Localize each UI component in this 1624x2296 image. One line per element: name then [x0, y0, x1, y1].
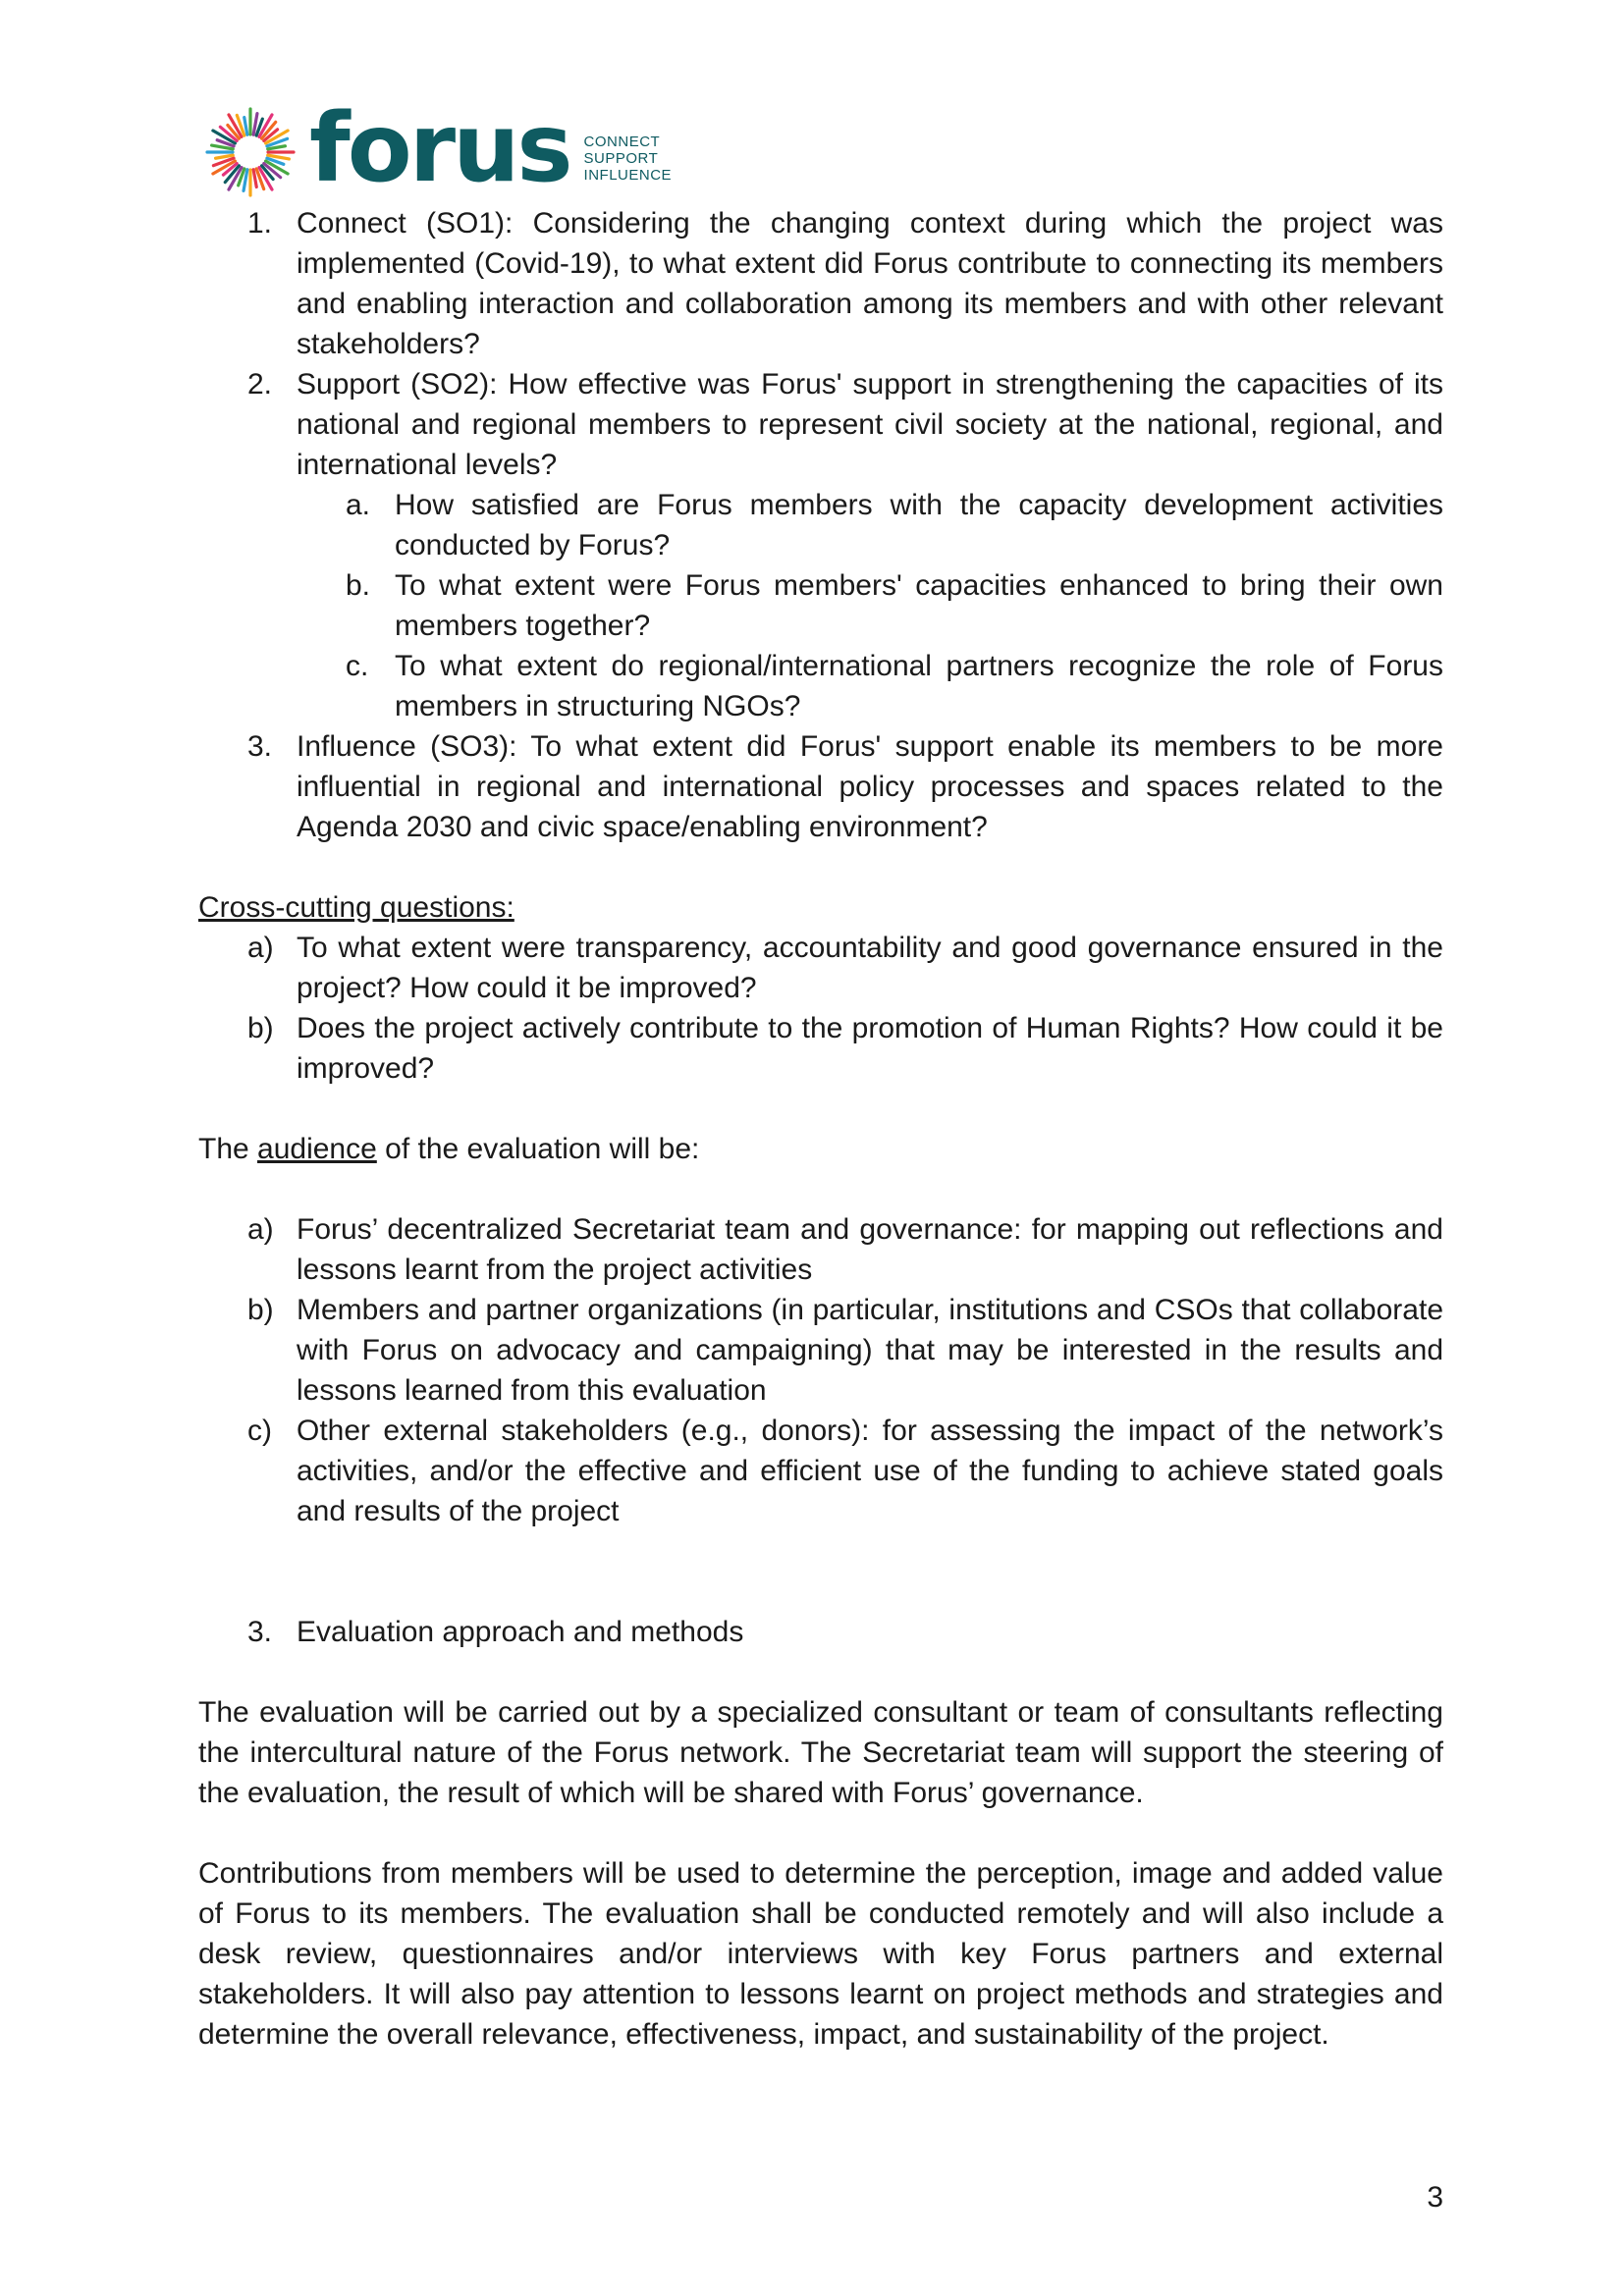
audience-text: Other external stakeholders (e.g., donors): for assessing the impact of the network’s activities, and/or the effective and efficient use of the funding to achieve stated goals and results of the project: [297, 1415, 1443, 1527]
list-letter: a): [247, 1213, 274, 1246]
question-item: [198, 726, 1443, 847]
sub-question-item: [198, 565, 1443, 646]
logo-tagline-support: SUPPORT: [583, 149, 659, 167]
cross-cutting-text: Does the project actively contribute to the promotion of Human Rights? How could it be improved?: [297, 1012, 1443, 1085]
section-number: 3.: [247, 1616, 273, 1648]
audience-item: [198, 1411, 1443, 1531]
cross-cutting-text: To what extent were transparency, accountability and good governance ensured in the project? How could it be improved?: [297, 932, 1443, 1004]
list-letter: a.: [346, 489, 371, 521]
list-letter: b): [247, 1294, 274, 1326]
section-title: Evaluation approach and methods: [297, 1616, 744, 1648]
section-paragraph: Contributions from members will be used to determine the perception, image and added value of Forus to its members. The evaluation shall be conducted remotely and will also include a desk review, questionnaires and/or interviews with key Forus partners and external stakeholders. It will also pay attention to lessons learnt on project methods and strategies and determine the overall relevance, effectiveness, impact, and sustainability of the project.: [198, 1857, 1443, 2051]
forus-logo: [201, 93, 673, 206]
list-number: 1.: [247, 207, 273, 240]
cross-cutting-heading: Cross-cutting questions:: [198, 891, 514, 924]
logo-tagline: [584, 133, 673, 184]
sub-question-item: [198, 646, 1443, 726]
audience-intro: [198, 1129, 1443, 1169]
audience-text: Forus’ decentralized Secretariat team and governance: for mapping out reflections and lessons learnt from the project activities: [297, 1213, 1443, 1286]
list-letter: b): [247, 1012, 274, 1044]
question-text: Support (SO2): How effective was Forus' support in strengthening the capacities of its national and regional members to represent civil society at the national, regional, and international levels?: [297, 368, 1443, 481]
section-heading: [198, 1612, 1443, 1652]
cross-cutting-item: [198, 928, 1443, 1008]
list-letter: c): [247, 1415, 272, 1447]
list-letter: a): [247, 932, 274, 964]
page-number: 3: [1427, 2181, 1443, 2214]
question-text: Connect (SO1): Considering the changing context during which the project was implemented (Covid-19), to what extent did Forus contribute to connecting its members and enabling interaction and collaboration among its members and with other relevant stakeholders?: [297, 207, 1443, 360]
audience-intro-pre: The: [198, 1133, 258, 1165]
section-paragraph: The evaluation will be carried out by a specialized consultant or team of consultants reflecting the intercultural nature of the Forus network. The Secretariat team will support the steering of the evaluation, the result of which will be shared with Forus’ governance.: [198, 1696, 1443, 1809]
sub-question-text: To what extent were Forus members' capacities enhanced to bring their own members together?: [395, 569, 1443, 642]
list-letter: c.: [346, 650, 369, 682]
sub-question-item: [198, 485, 1443, 565]
list-letter: b.: [346, 569, 371, 602]
audience-link-text: audience: [257, 1133, 377, 1165]
cross-cutting-item: [198, 1008, 1443, 1089]
audience-intro-post: of the evaluation will be:: [376, 1133, 700, 1165]
sub-question-text: How satisfied are Forus members with the capacity development activities conducted by Forus?: [395, 489, 1443, 561]
list-number: 3.: [247, 730, 273, 763]
logo-burst-icon: [201, 103, 299, 201]
list-number: 2.: [247, 368, 273, 400]
question-item: [198, 364, 1443, 485]
sub-question-text: To what extent do regional/international partners recognize the role of Forus members in structuring NGOs?: [395, 650, 1443, 722]
page-content: [198, 203, 1443, 2055]
question-text: Influence (SO3): To what extent did Forus' support enable its members to be more influential in regional and international policy processes and spaces related to the Agenda 2030 and civic space/enabling environment?: [297, 730, 1443, 843]
logo-tagline-influence: INFLUENCE: [583, 166, 673, 184]
audience-text: Members and partner organizations (in particular, institutions and CSOs that collaborate with Forus on advocacy and campaigning) that may be interested in the results and lessons learned from this evaluation: [297, 1294, 1443, 1407]
audience-item: [198, 1290, 1443, 1411]
audience-item: [198, 1209, 1443, 1290]
question-item: [198, 203, 1443, 364]
logo-wordmark: forus: [309, 93, 570, 203]
logo-tagline-connect: CONNECT: [583, 133, 661, 150]
